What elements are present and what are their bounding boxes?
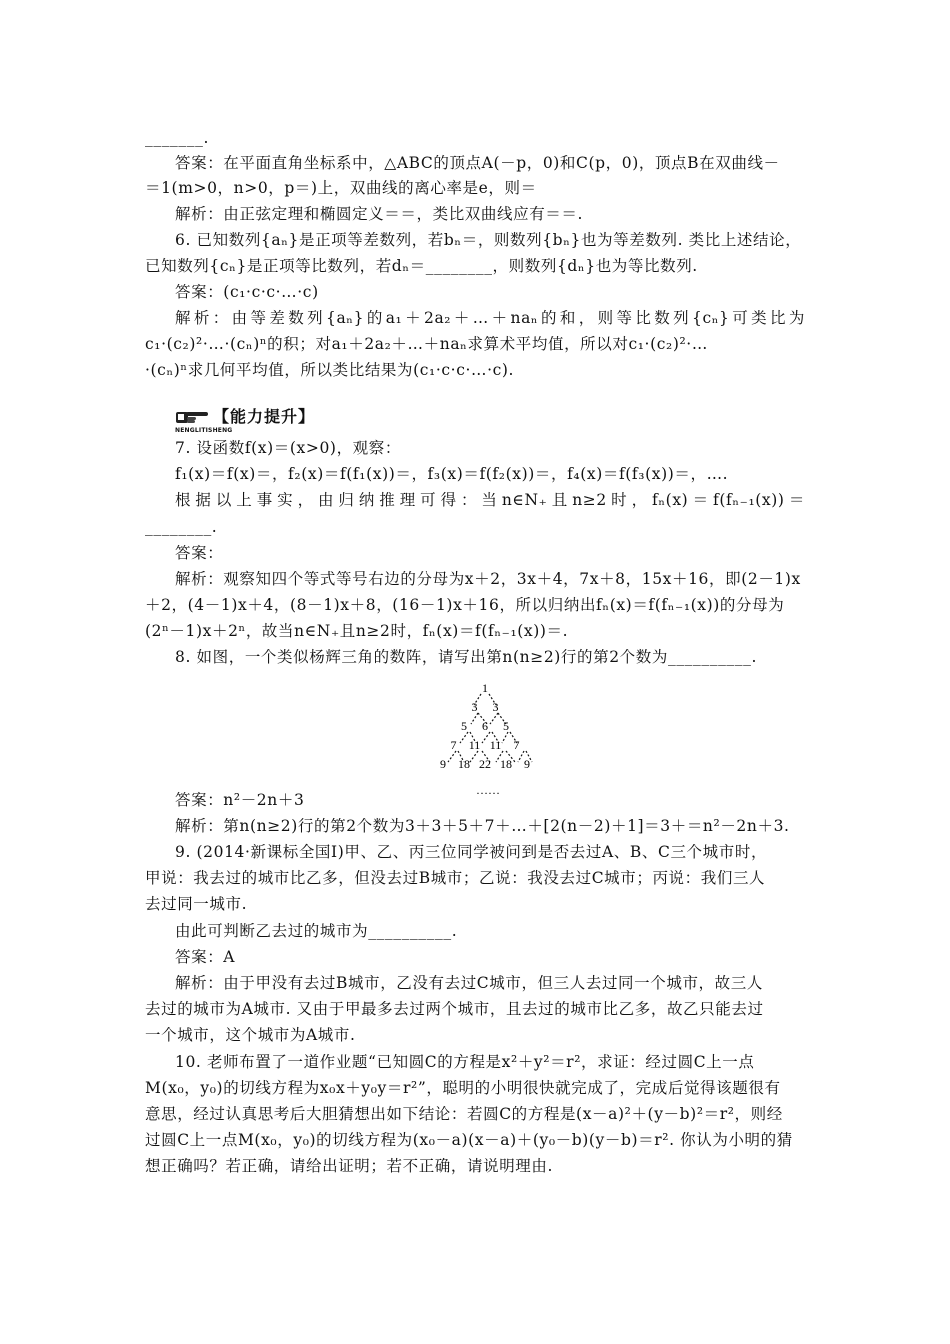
question-9-ask: 由此可判断乙去过的城市为__________. xyxy=(175,922,458,940)
triangle-number: 9 xyxy=(440,757,446,771)
analysis-6-cont: c₁·(c₂)²·…·(cₙ)ⁿ的积；对a₁＋2a₂＋…＋naₙ求算术平均值，所以对c₁·(c₂)²·… xyxy=(145,335,708,353)
question-6-cont: 已知数列{cₙ}是正项等比数列，若dₙ＝________，则数列{dₙ}也为等比数列. xyxy=(145,257,698,275)
analysis-9-end: 一个城市，这个城市为A城市. xyxy=(145,1026,356,1044)
triangle-number: 7 xyxy=(450,738,457,752)
triangle-number: 11 xyxy=(468,738,481,752)
answer-8: 答案：n²－2n＋3 xyxy=(175,791,305,809)
question-6: 6. 已知数列{aₙ}是正项等差数列，若bₙ＝，则数列{bₙ}也为等差数列. 类比上述结论， xyxy=(175,231,802,249)
banner-title: 【能力提升】 xyxy=(213,407,316,426)
triangle-number: 7 xyxy=(513,738,520,752)
triangle-number: 18 xyxy=(458,757,470,771)
question-7-blank: ________. xyxy=(145,518,218,536)
question-8: 8. 如图，一个类似杨辉三角的数阵，请写出第n(n≥2)行的第2个数为__________. xyxy=(175,648,758,666)
triangle-number: 18 xyxy=(500,757,512,771)
question-7-observe: f₁(x)＝f(x)＝，f₂(x)＝f(f₁(x))＝，f₃(x)＝f(f₂(x))＝，f₄(x)＝f(f₃(x))＝，…. xyxy=(175,465,729,483)
question-10-cont: M(x₀，y₀)的切线方程为x₀x＋y₀y＝r²”，聪明的小明很快就完成了，完成后觉得该题很有 xyxy=(145,1079,781,1097)
analysis-9-cont: 去过的城市为A城市. 又由于甲最多去过两个城市，且去过的城市比乙多，故乙只能去过 xyxy=(145,1000,764,1018)
question-10-cont3: 过圆C上一点M(x₀，y₀)的切线方程为(x₀－a)(x－a)＋(y₀－b)(y－b)＝r². 你认为小明的猜 xyxy=(145,1131,793,1149)
question-9-cont: 甲说：我去过的城市比乙多，但没去过B城市；乙说：我没去过C城市；丙说：我们三人 xyxy=(145,869,766,887)
blank-line: _______. xyxy=(145,129,209,147)
triangle-number: 11 xyxy=(489,738,502,752)
number-triangle-figure xyxy=(440,682,580,797)
question-9-end: 去过同一城市. xyxy=(145,895,248,913)
analysis-8: 解析：第n(n≥2)行的第2个数为3＋3＋5＋7＋…＋[2(n－2)＋1]＝3＋＝n²－2n＋3. xyxy=(175,817,790,835)
triangle-number: 1 xyxy=(482,682,488,695)
banner-pinyin: NENGLITISHENG xyxy=(175,427,233,434)
triangle-number: 3 xyxy=(492,700,499,714)
answer-9: 答案：A xyxy=(175,948,236,966)
question-7: 7. 设函数f(x)＝(x>0)，观察： xyxy=(175,439,401,457)
pointing-hand-icon xyxy=(175,409,211,425)
analysis-7-end: (2ⁿ－1)x＋2ⁿ，故当n∈N₊且n≥2时，fₙ(x)＝f(fₙ₋₁(x))＝. xyxy=(145,622,569,640)
triangle-number: 3 xyxy=(471,700,478,714)
analysis-6-end: ·(cₙ)ⁿ求几何平均值，所以类比结果为(c₁·c·c·…·c). xyxy=(145,361,515,379)
triangle-number: 6 xyxy=(482,719,488,733)
triangle-ellipsis: …… xyxy=(476,783,500,797)
answer-6: 答案：(c₁·c·c·…·c) xyxy=(175,283,319,301)
question-7-induction: 根据以上事实，由归纳推理可得：当n∈N₊且n≥2时，fₙ(x)＝f(fₙ₋₁(x))＝ xyxy=(175,491,805,509)
answer-7: 答案： xyxy=(175,544,224,562)
answer-5-cont: ＝1(m>0，n>0，p＝)上，双曲线的离心率是e，则＝ xyxy=(145,179,537,197)
analysis-6: 解析：由等差数列{aₙ}的a₁＋2a₂＋…＋naₙ的和，则等比数列{cₙ}可类比为 xyxy=(175,309,805,327)
analysis-7-cont: ＋2，(4－1)x＋4，(8－1)x＋8，(16－1)x＋16，所以归纳出fₙ(x)＝f(fₙ₋₁(x))的分母为 xyxy=(145,596,785,614)
question-9: 9. (2014·新课标全国Ⅰ)甲、乙、丙三位同学被问到是否去过A、B、C三个城市时， xyxy=(175,843,768,861)
analysis-7: 解析：观察知四个等式等号右边的分母为x＋2，3x＋4，7x＋8，15x＋16，即(2－1)x xyxy=(175,570,801,588)
section-banner xyxy=(175,407,335,433)
analysis-9: 解析：由于甲没有去过B城市，乙没有去过C城市，但三人去过同一个城市，故三人 xyxy=(175,974,763,992)
answer-5: 答案：在平面直角坐标系中，△ABC的顶点A(－p，0)和C(p，0)，顶点B在双曲线－ xyxy=(175,154,780,172)
triangle-number: 9 xyxy=(524,757,530,771)
triangle-number: 5 xyxy=(461,719,467,733)
question-10-end: 想正确吗？若正确，请给出证明；若不正确，请说明理由. xyxy=(145,1157,554,1175)
triangle-number: 22 xyxy=(479,757,491,771)
analysis-5: 解析：由正弦定理和椭圆定义＝＝，类比双曲线应有＝＝. xyxy=(175,205,584,223)
question-10-cont2: 意思，经过认真思考后大胆猜想出如下结论：若圆C的方程是(x－a)²＋(y－b)²＝r²，则经 xyxy=(145,1105,783,1123)
triangle-number: 5 xyxy=(503,719,509,733)
question-10: 10. 老师布置了一道作业题“已知圆C的方程是x²＋y²＝r²，求证：经过圆C上一点 xyxy=(175,1053,755,1071)
